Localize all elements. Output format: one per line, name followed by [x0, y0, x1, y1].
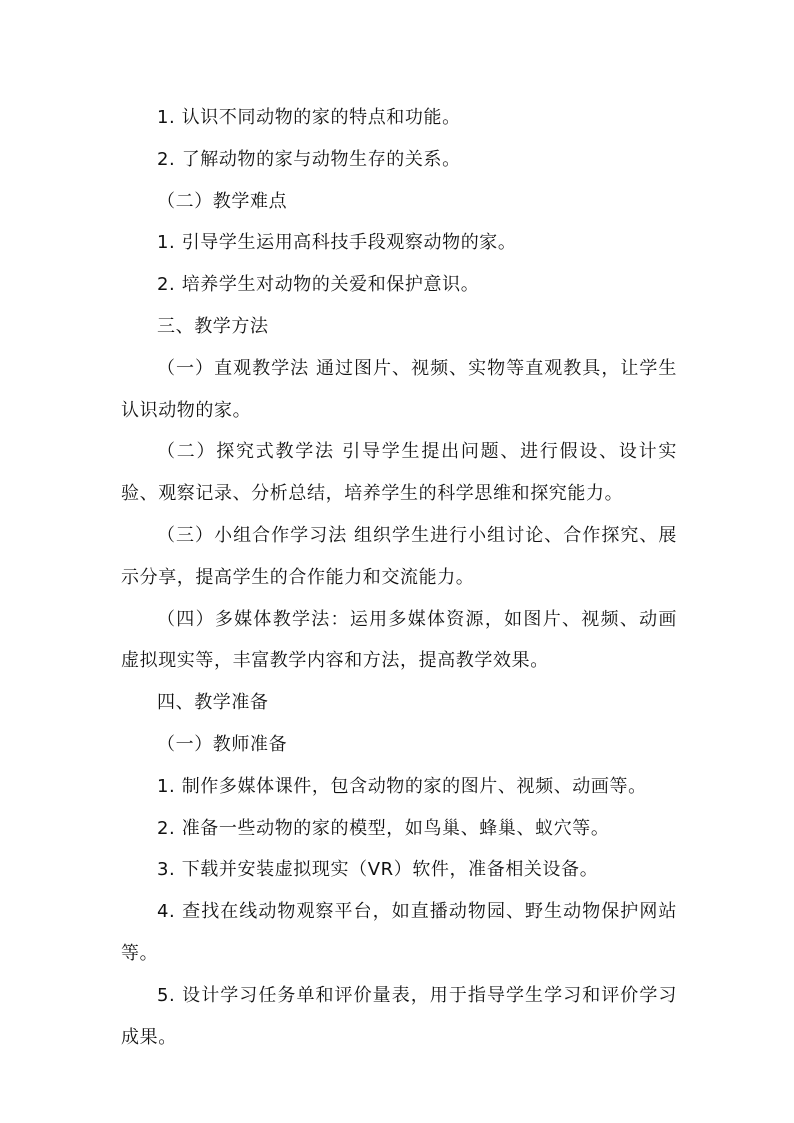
paragraph: 2. 培养学生对动物的关爱和保护意识。 [157, 274, 480, 296]
paragraph: 4. 查找在线动物观察平台，如直播动物园、野生动物保护网站等。 [121, 901, 677, 964]
paragraph: 5. 设计学习任务单和评价量表，用于指导学生学习和评价学习成果。 [121, 984, 677, 1048]
paragraph: 1. 认识不同动物的家的特点和功能。 [157, 107, 461, 128]
section-heading: 四、教学准备 [157, 692, 269, 714]
section-heading: 三、教学方法 [157, 315, 269, 337]
paragraph: （二）探究式教学法 引导学生提出问题、进行假设、设计实验、观察记录、分析总结，培养学生的科学思维和探究能力。 [121, 441, 677, 505]
paragraph: 1. 制作多媒体课件，包含动物的家的图片、视频、动画等。 [157, 775, 647, 797]
paragraph: （一）直观教学法 通过图片、视频、实物等直观教具，让学生认识动物的家。 [121, 357, 677, 421]
paragraph: 2. 了解动物的家与动物生存的关系。 [157, 148, 461, 170]
paragraph: 1. 引导学生运用高科技手段观察动物的家。 [157, 232, 517, 254]
document-body [121, 97, 677, 1058]
paragraph: （四）多媒体教学法：运用多媒体资源，如图片、视频、动画虚拟现实等，丰富教学内容和方法，提高教学效果。 [121, 608, 677, 672]
paragraph: 2. 准备一些动物的家的模型，如鸟巢、蜂巢、蚁穴等。 [157, 817, 610, 839]
paragraph: （三）小组合作学习法 组织学生进行小组讨论、合作探究、展示分享，提高学生的合作能力和交流能力。 [121, 524, 677, 588]
paragraph: 3. 下载并安装虚拟现实（VR）软件，准备相关设备。 [157, 859, 599, 881]
section-heading: （二）教学难点 [157, 190, 288, 212]
subsection-heading: （一）教师准备 [157, 733, 288, 755]
